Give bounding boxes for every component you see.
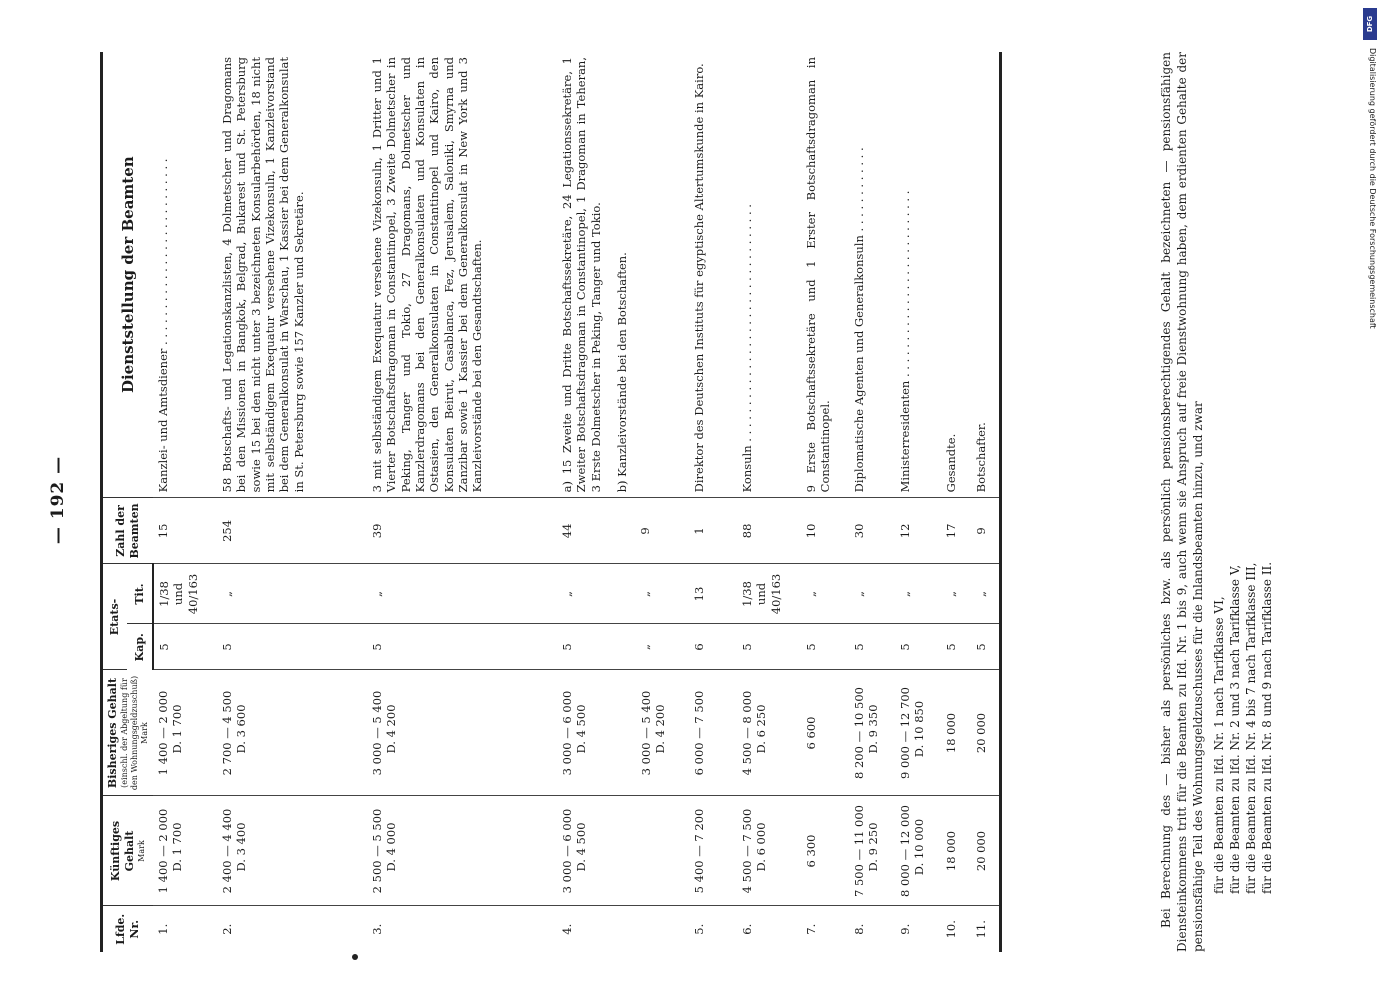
kuenftig-durchschnitt: D. 4 000 — [384, 822, 399, 872]
bisherig-durchschnitt: D. 4 200 — [384, 704, 399, 754]
kuenftig-range: 7 500 — 11 000 — [851, 805, 866, 897]
kuenftig-cell — [941, 796, 971, 906]
kap-value-b: „ — [638, 644, 653, 650]
kuenftig-cell — [367, 796, 557, 906]
dienststellung-cell: 9 Erste Botschaftssekretäre und 1 Erster Botschaftsdragoman in Constantinopel. — [801, 52, 849, 498]
tit-cell: „ — [367, 564, 557, 624]
spacer — [574, 570, 638, 619]
kap-cell: 5 — [153, 624, 217, 670]
table-row — [737, 52, 801, 952]
kuenftig-range: 20 000 — [973, 830, 988, 872]
table-row — [367, 52, 557, 952]
kap-cell: 5 — [895, 624, 941, 670]
kap-cell: 5 — [801, 624, 849, 670]
zahl-cell: 12 — [895, 498, 941, 564]
row-nr: 9. — [897, 923, 912, 935]
footnote-item: für die Beamten zu lfd. Nr. 1 nach Tarifklasse VI, — [1211, 596, 1226, 894]
header-dienststellung-label: Dienststellung der Beamten — [118, 156, 137, 394]
header-tit: Tit. — [127, 564, 152, 624]
header-kuenftig-label: Künftiges Gehalt — [109, 820, 136, 882]
bisherig-range: 8 200 — 10 500 — [851, 687, 866, 779]
row-nr: 6. — [739, 923, 754, 935]
zahl-cell: 1 — [689, 498, 737, 564]
table-row — [689, 52, 737, 952]
spacer — [603, 57, 615, 492]
footnote-list — [1211, 52, 1276, 952]
zahl-cell: 254 — [217, 498, 367, 564]
ink-dot — [352, 954, 358, 960]
kuenftig-cell — [737, 796, 801, 906]
kuenftig-range: 2 500 — 5 500 — [369, 808, 384, 894]
kuenftig-range: 5 400 — 7 200 — [691, 808, 706, 894]
table-row — [941, 52, 971, 952]
bisherig-range: 2 700 — 4 500 — [219, 690, 234, 776]
kuenftig-cell — [557, 796, 689, 906]
bisherig-durchschnitt: D. 3 600 — [234, 704, 249, 754]
table-row — [801, 52, 849, 952]
row-nr: 10. — [943, 920, 958, 939]
header-bisherig-unit: Mark — [139, 722, 149, 744]
header-kuenftig-unit: Mark — [136, 840, 146, 862]
table-row — [153, 52, 217, 952]
dienststellung-cell: Ministerresidenten . . . . . . . . . . . . . . . . . . . . . . . . . . — [895, 52, 941, 498]
tit-cell: „ — [895, 564, 941, 624]
header-kap: Kap. — [127, 624, 152, 670]
header-kuenftig — [102, 796, 153, 906]
bisherig-cell — [217, 670, 367, 796]
bisherig-cell — [801, 670, 849, 796]
kuenftig-cell — [895, 796, 941, 906]
zahl-cell: 30 — [849, 498, 895, 564]
kuenftig-range: 3 000 — 6 000 — [559, 808, 574, 894]
bisherig-range: 4 500 — 8 000 — [739, 690, 754, 776]
spacer — [574, 630, 638, 665]
row-nr: 3. — [369, 923, 384, 935]
dienststellung-cell — [557, 52, 689, 498]
bisherig-cell — [895, 670, 941, 796]
dienststellung-a: a) 15 Zweite und Dritte Botschaftssekretäre, 24 Legationssekretäre, 1 Zweiter Botschaftsdragoman in Constantinopel, 1 Dragoman in Teheran, 3 Erste Dolmetscher in Peking, Tanger und Tokio. — [559, 57, 603, 493]
bisherig-range: 9 000 — 12 700 — [897, 687, 912, 779]
kuenftig-range: 4 500 — 7 500 — [739, 808, 754, 894]
page-number: — 192 — — [48, 455, 68, 545]
bisherig-durchschnitt: D. 1 700 — [170, 704, 185, 754]
dienststellung-cell: Kanzlei- und Amtsdiener . . . . . . . . . . . . . . . . . . . . . . . . . . — [153, 52, 217, 498]
zahl-cell: 17 — [941, 498, 971, 564]
kap-cell: 5 — [737, 624, 801, 670]
kuenftig-cell — [801, 796, 849, 906]
tit-cell — [557, 564, 689, 624]
kuenftig-cell — [971, 796, 1001, 906]
table-row — [557, 52, 689, 952]
dfg-logo — [1363, 8, 1377, 40]
row-nr: 11. — [971, 906, 1001, 952]
bisherig-cell — [971, 670, 1001, 796]
bisherig-range: 3 000 — 5 400 — [369, 690, 384, 776]
bisherig-durchschnitt-b: D. 4 200 — [652, 704, 667, 754]
zahl-cell: 10 — [801, 498, 849, 564]
dienststellung-cell: Diplomatische Agenten und Generalkonsuln . . . . . . . . . . . . — [849, 52, 895, 498]
bisherig-durchschnitt: D. 4 500 — [574, 704, 589, 754]
kuenftig-range: 8 000 — 12 000 — [897, 805, 912, 897]
row-nr: 4. — [559, 923, 574, 935]
kuenftig-durchschnitt: D. 4 500 — [574, 822, 589, 872]
kap-cell: 6 — [689, 624, 737, 670]
header-bisherig-note: (einschl. der Abgeltung für den Wohnungsgeldzuschuß) — [119, 675, 139, 791]
bisherig-range: 1 400 — 2 000 — [155, 690, 170, 776]
kap-cell: 5 — [849, 624, 895, 670]
table-row — [217, 52, 367, 952]
row-nr: 1. — [155, 923, 170, 935]
dienststellung-cell: Konsuln . . . . . . . . . . . . . . . . . . . . . . . . . . . . . . . . . — [737, 52, 801, 498]
dienststellung-cell: 3 mit selbständigem Exequatur versehene Vizekonsuln, 1 Dritter und 1 Vierter Botschaftsdragoman in Constantinopel, 3 Zweite Dolmetscher in Peking, Tanger und Tokio, 27 Dragomans, Dolmetscher und Kanzlerdragomans bei den Generalkonsulaten und Konsulaten in Ostasien, den Generalkonsulaten in Constantinopel und Kairo, den Konsulaten Beirut, Casablanca, Fez, Jerusalem, Saloniki, Smyrna und Zanzibar sowie 1 Kassier bei dem Generalkonsulat in New York und 3 Kanzleivorstände bei den Gesandtschaften. — [367, 52, 557, 498]
kuenftig-range: 2 400 — 4 400 — [219, 808, 234, 894]
kap-cell: 5 — [367, 624, 557, 670]
bisherig-cell — [689, 670, 737, 796]
kuenftig-durchschnitt: D. 10 000 — [912, 818, 927, 876]
credit-text: Digitalisierung gefördert durch die Deutsche Forschungsgemeinschaft — [1368, 48, 1377, 329]
spacer — [589, 676, 639, 791]
bisherig-range: 3 000 — 6 000 — [559, 690, 574, 776]
dfg-logo-text: DFG — [1366, 15, 1374, 33]
tit-cell: „ — [217, 564, 367, 624]
bisherig-range: 6 600 — [803, 716, 818, 750]
header-dienststellung — [102, 52, 153, 498]
dienststellung-cell: Botschafter. — [971, 52, 1001, 498]
tit-cell: „ — [971, 564, 1001, 624]
footnote-paragraph: Bei Berechnung des — bisher als persönliches bzw. als persönlich pensionsberechtigendes Gehalt bezeichneten — pensionsfähigen Diensteinkommens tritt für die Beamten zu lfd. Nr. 1 bis 9, auch wenn sie Anspruch auf freie Dienstwohnung haben, dem erdienten Gehalte der pensionsfähige Teil des Wohnungsgeldzuschusses für die Inlandsbeamten hinzu, und zwar — [1159, 52, 1206, 952]
salary-table — [100, 52, 1002, 952]
row-nr: 7. — [803, 923, 818, 935]
bisherig-durchschnitt: D. 10 850 — [912, 700, 927, 758]
kuenftig-range: 1 400 — 2 000 — [155, 808, 170, 894]
table-row — [849, 52, 895, 952]
zahl-cell: 15 — [153, 498, 217, 564]
row-nr: 2. — [219, 923, 234, 935]
bisherig-durchschnitt: D. 9 350 — [866, 704, 881, 754]
kuenftig-range: 6 300 — [803, 834, 818, 868]
kuenftig-cell — [689, 796, 737, 906]
kuenftig-durchschnitt: D. 6 000 — [754, 822, 769, 872]
kuenftig-cell — [217, 796, 367, 906]
dienststellung-cell: 58 Botschafts- und Legationskanzlisten, 4 Dolmetscher und Dragomans bei den Missionen in Bangkok, Belgrad, Bukarest und St. Petersburg sowie 15 bei den nicht unter 3 bezeichneten Konsularbehörden, 18 nicht mit selbständigem Exequatur versehene Vizekonsuln, 1 Kanzleivorstand bei dem Generalkonsulat in Warschau, 1 Kassier bei dem Generalkonsulat in St. Petersburg sowie 157 Kanzler und Sekretäre. — [217, 52, 367, 498]
kuenftig-range: 18 000 — [943, 830, 958, 872]
bisherig-range: 18 000 — [943, 712, 958, 754]
row-nr: 5. — [691, 923, 706, 935]
row-nr: 8. — [851, 923, 866, 935]
table-row — [971, 52, 1001, 952]
kap-value: 5 — [559, 643, 574, 651]
bisherig-durchschnitt: D. 6 250 — [754, 704, 769, 754]
bisherig-range-b: 3 000 — 5 400 — [638, 690, 653, 776]
bisherig-range: 6 000 — 7 500 — [691, 690, 706, 776]
tit-cell: 13 — [689, 564, 737, 624]
tit-cell: 1/38 und 40/163 — [737, 564, 801, 624]
header-bisherig — [102, 670, 153, 796]
dienststellung-b: b) Kanzleivorstände bei den Botschaften. — [614, 252, 629, 493]
kap-cell: 5 — [971, 624, 1001, 670]
kuenftig-durchschnitt: D. 1 700 — [170, 822, 185, 872]
zahl-cell: 39 — [367, 498, 557, 564]
digitization-credit — [1363, 8, 1377, 988]
zahl-value-b: 9 — [638, 527, 653, 535]
bisherig-cell — [557, 670, 689, 796]
header-lfd: Lfde. Nr. — [102, 906, 153, 952]
tit-value-b: „ — [638, 591, 653, 597]
zahl-value: 44 — [559, 523, 574, 539]
header-bisherig-label: Bisheriges Gehalt — [106, 677, 119, 789]
tit-cell: 1/38 und 40/163 — [153, 564, 217, 624]
kap-cell: 5 — [217, 624, 367, 670]
dienststellung-cell: Gesandte. — [941, 52, 971, 498]
bisherig-cell — [941, 670, 971, 796]
tit-cell: „ — [801, 564, 849, 624]
tit-cell: „ — [941, 564, 971, 624]
header-zahl: Zahl der Beamten — [102, 498, 153, 564]
zahl-cell — [557, 498, 689, 564]
header-etats: Etats- — [102, 564, 128, 670]
spacer — [574, 503, 638, 558]
bisherig-cell — [849, 670, 895, 796]
kuenftig-cell — [153, 796, 217, 906]
kap-cell — [557, 624, 689, 670]
bisherig-cell — [153, 670, 217, 796]
table-row — [895, 52, 941, 952]
kuenftig-durchschnitt: D. 3 400 — [234, 822, 249, 872]
dienststellung-cell: Direktor des Deutschen Instituts für egyptische Altertumskunde in Kairo. — [689, 52, 737, 498]
kuenftig-durchschnitt: D. 9 250 — [866, 822, 881, 872]
kuenftig-cell — [849, 796, 895, 906]
footnote — [1158, 52, 1275, 952]
tit-cell: „ — [849, 564, 895, 624]
footnote-item: für die Beamten zu lfd. Nr. 2 und 3 nach Tarifklasse V, — [1227, 564, 1242, 894]
bisherig-cell — [737, 670, 801, 796]
footnote-item: für die Beamten zu lfd. Nr. 8 und 9 nach Tarifklasse II. — [1260, 561, 1275, 894]
footnote-item: für die Beamten zu lfd. Nr. 4 bis 7 nach Tarifklasse III, — [1243, 562, 1258, 894]
bisherig-range: 20 000 — [973, 712, 988, 754]
zahl-cell: 88 — [737, 498, 801, 564]
tit-value: „ — [559, 591, 574, 597]
kap-cell: 5 — [941, 624, 971, 670]
bisherig-cell — [367, 670, 557, 796]
zahl-cell: 9 — [971, 498, 1001, 564]
